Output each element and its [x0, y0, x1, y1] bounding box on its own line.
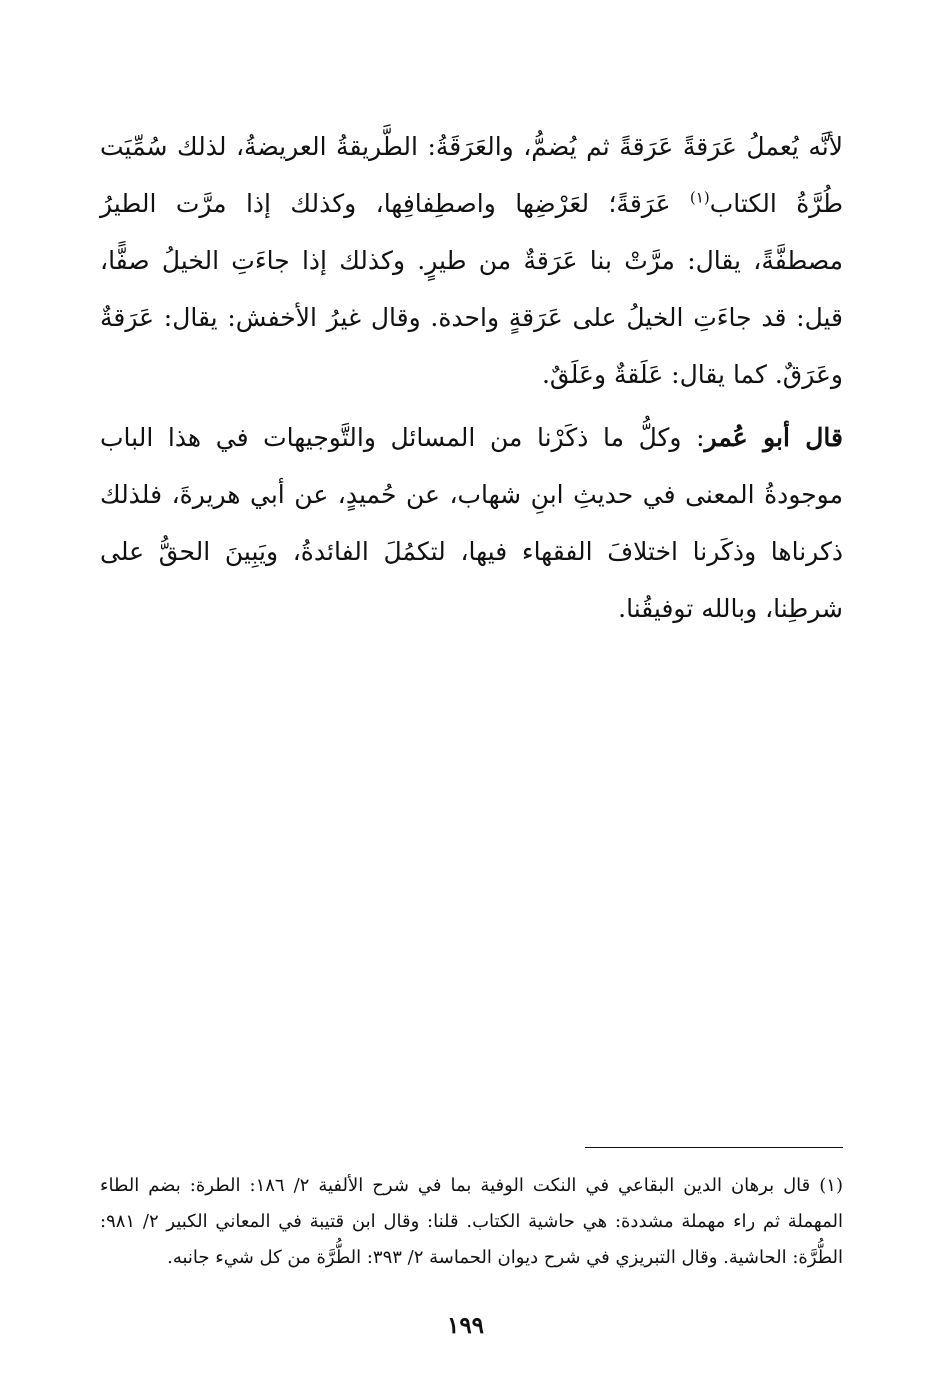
paragraph-1 [100, 118, 843, 403]
footnote-divider [585, 1147, 843, 1148]
page-number: ١٩٩ [446, 1312, 485, 1339]
main-text [100, 118, 843, 637]
paragraph-2 [100, 409, 843, 637]
footnotes [100, 1168, 843, 1276]
speaker-name: قال أبو عُمر [704, 423, 843, 452]
paragraph-1-text-after-ref: عَرَقةً؛ لعَرْضِها واصطِفافِها، وكذلك إذا مرَّت الطيرُ مصطفَّةً، يقال: مرَّتْ بنا عَرَقةٌ من طيرٍ. وكذلك إذا جاءَتِ الخيلُ صفًّا، قيل: قد جاءَتِ الخيلُ على عَرَقةٍ واحدة. وقال غيرُ الأخفش: يقال: عَرَقةٌ وعَرَقٌ. كما يقال: عَلَقةٌ وعَلَقٌ. [100, 189, 843, 389]
paragraph-1-text-before-ref: لأنَّه يُعملُ عَرَقةً عَرَقةً ثم يُضمُّ، والعَرَقَةُ: الطَّريقةُ العريضةُ، لذلك سُمِّيَت طُرَّةُ الكتاب [100, 132, 843, 218]
footnote-reference[interactable]: (١) [689, 188, 710, 207]
footnote-1: (١) قال برهان الدين البقاعي في النكت الوفية بما في شرح الألفية ٢/ ١٨٦: الطرة: بضم الطاء المهملة ثم راء مهملة مشددة: هي حاشية الكتاب. قلنا: وقال ابن قتيبة في المعاني الكبير ٢/ ٩٨١: الطُّرَّة: الحاشية. وقال التبريزي في شرح ديوان الحماسة ٢/ ٣٩٣: الطُّرَّة من كل شيء جانبه. [100, 1175, 843, 1268]
paragraph-2-text: : وكلُّ ما ذكَرْنا من المسائل والتَّوجيهات في هذا الباب موجودةُ المعنى في حديثِ ابنِ شهاب، عن حُميدٍ، عن أبي هريرةَ، فلذلك ذكرناها وذكَرنا اختلافَ الفقهاء فيها، لتكمُلَ الفائدةُ، ويَبِينَ الحقُّ على شرطِنا، وبالله توفيقُنا. [100, 423, 843, 623]
